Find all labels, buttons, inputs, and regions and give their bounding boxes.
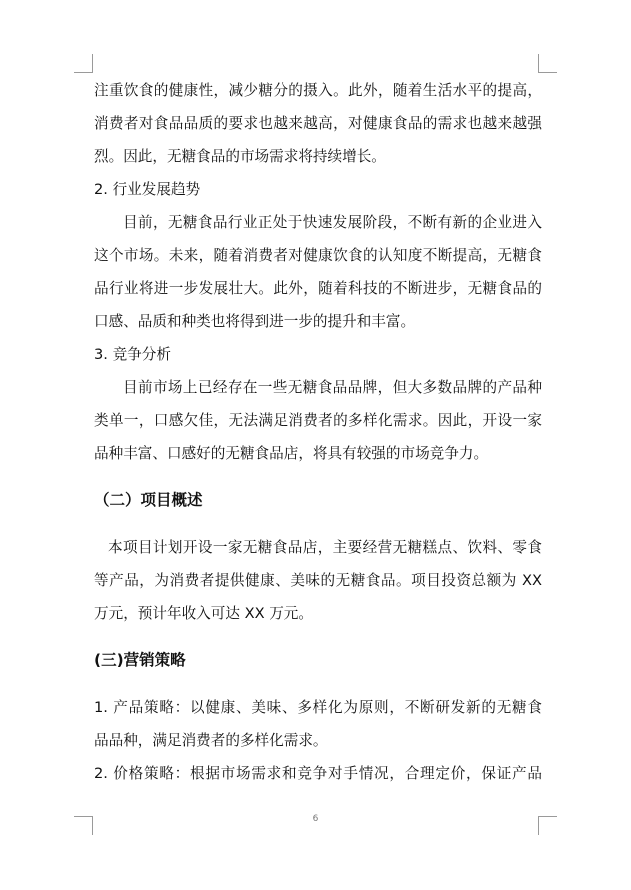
heading-marketing-strategy: (三)营销策略 bbox=[94, 651, 186, 669]
heading-project-overview: （二）项目概述 bbox=[94, 491, 203, 509]
page-number: 6 bbox=[312, 814, 319, 824]
paragraph-line: 注重饮食的健康性，减少糖分的摄入。此外，随着生活水平的提高， bbox=[94, 82, 542, 99]
corner-mark-top-right bbox=[538, 54, 557, 73]
paragraph-line: 万元，预计年收入可达 XX 万元。 bbox=[94, 605, 313, 622]
document-body bbox=[94, 74, 542, 790]
section-title-competition: 3. 竞争分析 bbox=[94, 346, 171, 363]
paragraph-line: 烈。因此，无糖食品的市场需求将持续增长。 bbox=[94, 148, 386, 165]
paragraph-line: 本项目计划开设一家无糖食品店，主要经营无糖糕点、饮料、零食 bbox=[108, 539, 542, 556]
paragraph-line: 这个市场。未来，随着消费者对健康饮食的认知度不断提高，无糖食 bbox=[94, 247, 542, 264]
paragraph-line: 品品种，满足消费者的多样化需求。 bbox=[94, 732, 328, 749]
paragraph-line: 等产品，为消费者提供健康、美味的无糖食品。项目投资总额为 XX bbox=[94, 572, 542, 589]
paragraph-line: 目前，无糖食品行业正处于快速发展阶段，不断有新的企业进入 bbox=[123, 214, 542, 231]
paragraph-line: 1. 产品策略：以健康、美味、多样化为原则，不断研发新的无糖食 bbox=[94, 699, 542, 716]
paragraph-line: 目前市场上已经存在一些无糖食品品牌，但大多数品牌的产品种 bbox=[123, 379, 542, 396]
paragraph-line: 2. 价格策略：根据市场需求和竞争对手情况，合理定价，保证产品 bbox=[94, 765, 542, 782]
paragraph-line: 品种丰富、口感好的无糖食品店，将具有较强的市场竞争力。 bbox=[94, 445, 489, 462]
paragraph-line: 品行业将进一步发展壮大。此外，随着科技的不断进步，无糖食品的 bbox=[94, 280, 542, 297]
paragraph-line: 消费者对食品品质的要求也越来越高，对健康食品的需求也越来越强 bbox=[94, 115, 542, 132]
corner-mark-top-left bbox=[74, 54, 93, 73]
paragraph-line: 类单一，口感欠佳，无法满足消费者的多样化需求。因此，开设一家 bbox=[94, 412, 542, 429]
paragraph-line: 口感、品质和种类也将得到进一步的提升和丰富。 bbox=[94, 313, 416, 330]
section-title-industry-trend: 2. 行业发展趋势 bbox=[94, 181, 201, 198]
